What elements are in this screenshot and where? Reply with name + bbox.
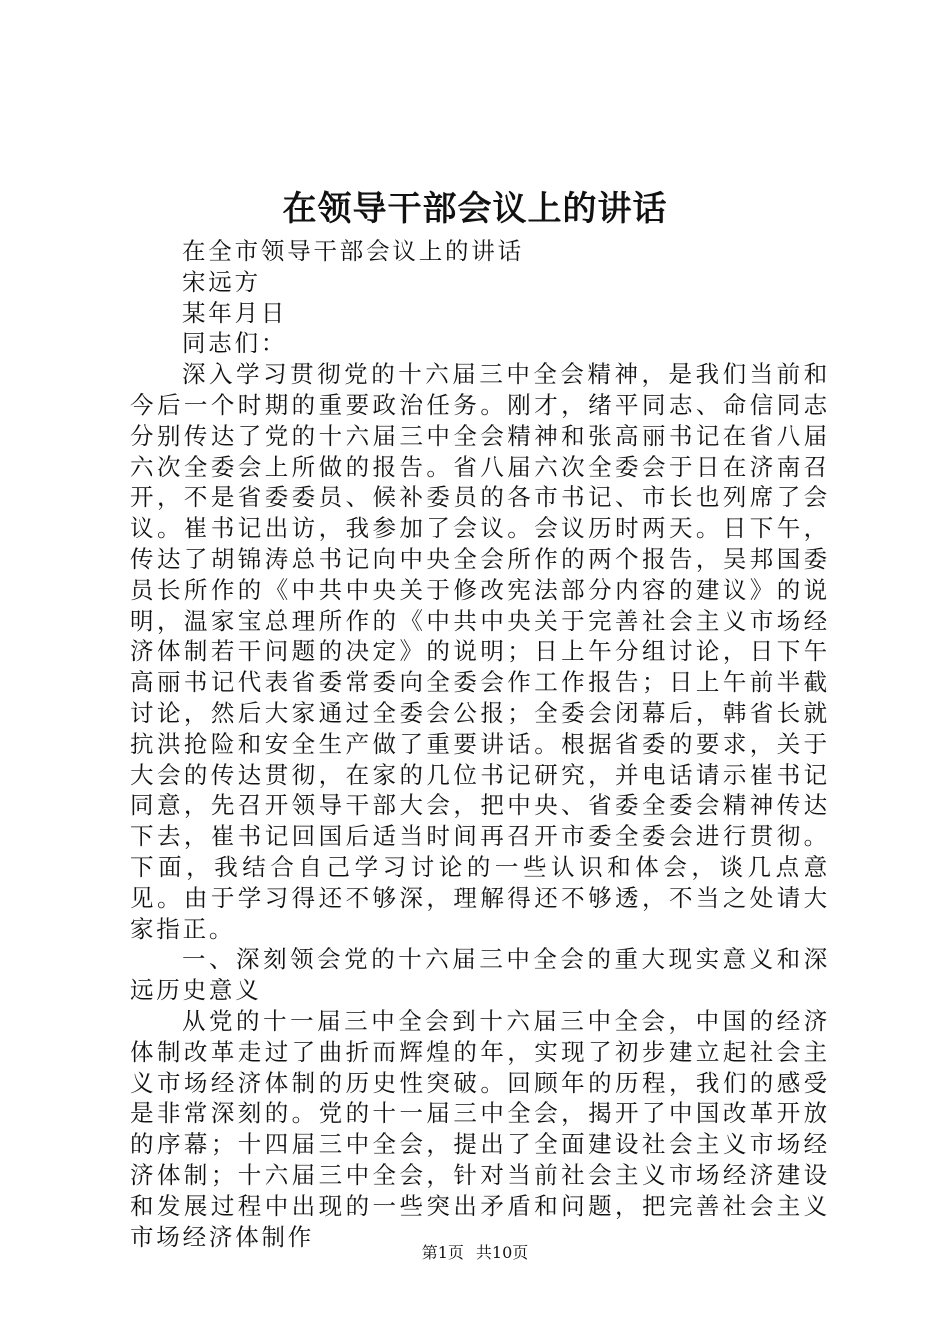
document-title: 在领导干部会议上的讲话 xyxy=(282,189,668,229)
body-paragraph: 深入学习贯彻党的十六届三中全会精神，是我们当前和今后一个时期的重要政治任务。刚才，绪平同志、命信同志分别传达了党的十六届三中全会精神和张高丽书记在省八届六次全委会上所做的报告。省八届六次全委会于日在济南召开，不是省委委员、候补委员的各市书记、市长也列席了会议。崔书记出访，我参加了会议。会议历时两天。日下午，传达了胡锦涛总书记向中央全会所作的两个报告，吴邦国委员长所作的《中共中央关于修改宪法部分内容的建议》的说明，温家宝总理所作的《中共中央关于完善社会主义市场经济体制若干问题的决定》的说明；日上午分组讨论，日下午高丽书记代表省委常委向全委会作工作报告；日上午前半截讨论，然后大家通过全委会公报；全委会闭幕后，韩省长就抗洪抢险和安全生产做了重要讲话。根据省委的要求，关于大会的传达贯彻，在家的几位书记研究，并电话请示崔书记同意，先召开领导干部大会，把中央、省委全委会精神传达下去，崔书记回国后适当时间再召开市委全委会进行贯彻。下面，我结合自己学习讨论的一些认识和体会，谈几点意见。由于学习得还不够深，理解得还不够透，不当之处请大家指正。 xyxy=(130,360,830,943)
author-paragraph: 宋远方 xyxy=(182,267,261,296)
section-heading: 一、深刻领会党的十六届三中全会的重大现实意义和深远历史意义 xyxy=(130,945,830,1005)
document-body xyxy=(130,236,830,1252)
page-number: 第1页 xyxy=(421,1243,464,1262)
subtitle-paragraph: 在全市领导干部会议上的讲话 xyxy=(182,237,524,265)
page-total: 共10页 xyxy=(475,1243,529,1262)
page-footer xyxy=(0,1241,950,1265)
body-paragraph: 从党的十一届三中全会到十六届三中全会，中国的经济体制改革走过了曲折而辉煌的年，实现了初步建立起社会主义市场经济体制的历史性突破。回顾年的历程，我们的感受是非常深刻的。党的十一届三中全会，揭开了中国改革开放的序幕；十四届三中全会，提出了全面建设社会主义市场经济体制；十六届三中全会，针对当前社会主义市场经济建设和发展过程中出现的一些突出矛盾和问题，把完善社会主义市场经济体制作 xyxy=(130,1006,830,1251)
salutation-paragraph: 同志们： xyxy=(182,329,288,358)
date-paragraph: 某年月日 xyxy=(182,298,288,327)
